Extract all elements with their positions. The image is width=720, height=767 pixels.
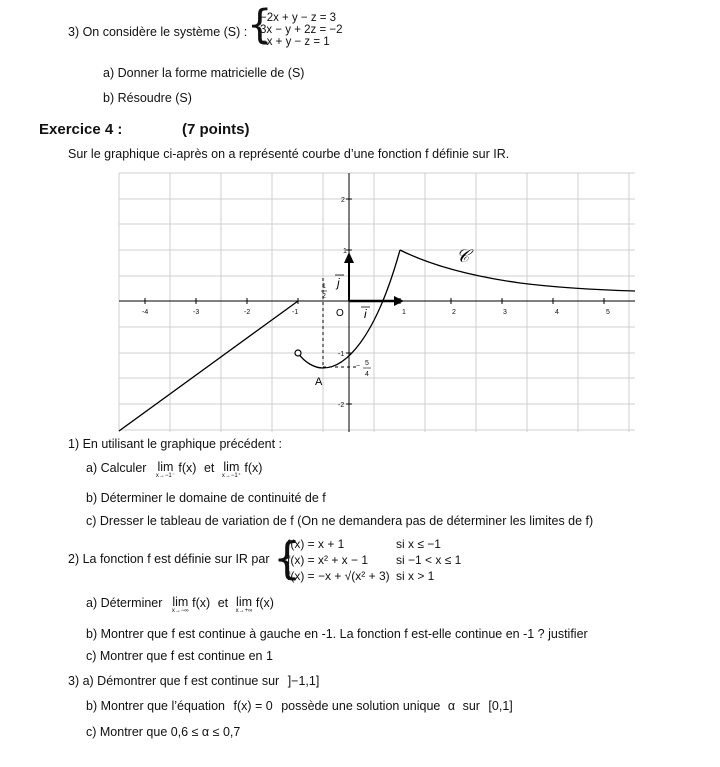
system-eq-2: 3x − y + 2z = −2 [260,24,343,36]
q3-a-pre: 3) a) Démontrer que f est continue sur [68,674,280,688]
q3-a-line [68,674,319,688]
x-tick-label: -4 [142,309,149,316]
q1-a-line [86,461,262,479]
q2-c: c) Montrer que f est continue en 1 [86,649,273,663]
x-tick-label: 5 [606,309,610,316]
lim-minus-inf: lim [172,595,189,609]
lim-right: lim [223,460,240,474]
system-intro: 3) On considère le système (S) : [68,25,248,39]
x-tick-label: 1 [402,309,406,316]
q1-b: b) Déterminer le domaine de continuité de f [86,491,326,505]
q2-a-line [86,596,274,614]
lim-right-sub: x→−1⁺ [221,473,241,479]
x-tick-label: -2 [244,309,251,316]
piecewise-case-1: f(x) = x + 1 [287,537,345,551]
lim-left: lim [157,460,174,474]
y-tick-label: 1 [343,248,347,255]
half-denominator: 2 [322,293,326,300]
lim-plus-inf: lim [236,595,253,609]
q3-b-mid: possède une solution unique [281,699,441,713]
lim-plus-inf-sub: x→+∞ [235,608,253,614]
q3-b-line [86,699,513,713]
x-tick-label: 2 [452,309,456,316]
piecewise-case-2: f(x) = x² + x − 1 [287,553,369,567]
fx-plus-inf: f(x) [255,596,274,610]
fx-right: f(x) [244,461,263,475]
q1-main: 1) En utilisant le graphique précédent : [68,437,283,451]
system-brace: { [247,2,273,48]
system-eq-3: −x + y − z = 1 [260,36,330,48]
piecewise-brace: { [273,533,301,584]
vector-j-label: j [337,276,340,290]
frac-minus: − [356,363,361,370]
part3-a: a) Donner la forme matricielle de (S) [103,66,305,80]
x-tick-label: 4 [555,309,559,316]
q2-a-pre: a) Déterminer [86,596,163,610]
lim-left-sub: x→−1⁻ [155,473,175,479]
part3-b: b) Résoudre (S) [103,91,192,105]
x-tick-label: 3 [503,309,507,316]
lim-minus-inf-sub: x→−∞ [171,608,189,614]
half-numerator: 1 [322,283,326,290]
q3-alpha: α [447,699,456,713]
piecewise-cond-2: si −1 < x ≤ 1 [396,553,462,567]
curve-label: 𝒞 [456,246,470,266]
curve-decreasing-branch [400,250,635,291]
q2-et: et [217,596,229,610]
x-tick-label: -3 [193,309,200,316]
q2-b: b) Montrer que f est continue à gauche en -1. La fonction f est-elle continue en -1 ? justifier [86,627,588,641]
exercise-points: (7 points) [182,121,250,138]
x-tick-label: -1 [292,309,299,316]
frac-numerator: 5 [365,360,369,367]
y-tick-label: -1 [338,351,345,358]
frac-denominator: 4 [365,371,369,378]
q3-b-equation: f(x) = 0 [233,699,273,713]
system-eq-1: −2x + y − z = 3 [260,12,337,24]
curve-linear-branch [119,301,298,431]
piecewise-cond-3: si x > 1 [396,569,435,583]
piecewise-cases [287,536,390,584]
q3-b-pre: b) Montrer que l’équation [86,699,225,713]
q2-intro: 2) La fonction f est définie sur IR par [68,552,270,566]
exercise-intro: Sur le graphique ci-après on a représenté courbe d’une fonction f définie sur IR. [68,147,510,161]
y-tick-label: -2 [338,402,345,409]
origin-label: O [336,308,344,319]
exercise-title: Exercice 4 : [39,121,123,138]
q1-a-pre: a) Calculer [86,461,147,475]
piecewise-case-3: f(x) = −x + √(x² + 3) [287,569,390,583]
q3-b-sur: sur [462,699,480,713]
piecewise-conditions [396,536,461,584]
q3-a-interval: ]−1,1] [287,674,320,688]
y-tick-label: 2 [341,197,345,204]
fx-left: f(x) [178,461,197,475]
point-a-label: A [315,376,323,388]
open-point [295,350,301,356]
q1-c: c) Dresser le tableau de variation de f (On ne demandera pas de déterminer les limites de f) [86,514,594,528]
q3-c: c) Montrer que 0,6 ≤ α ≤ 0,7 [86,725,241,739]
fx-minus-inf: f(x) [192,596,211,610]
piecewise-cond-1: si x ≤ −1 [396,537,441,551]
q3-b-interval: [0,1] [488,699,513,713]
vector-i-arrowhead [394,296,404,306]
q1-et: et [203,461,215,475]
vector-i-label: i [364,307,367,321]
